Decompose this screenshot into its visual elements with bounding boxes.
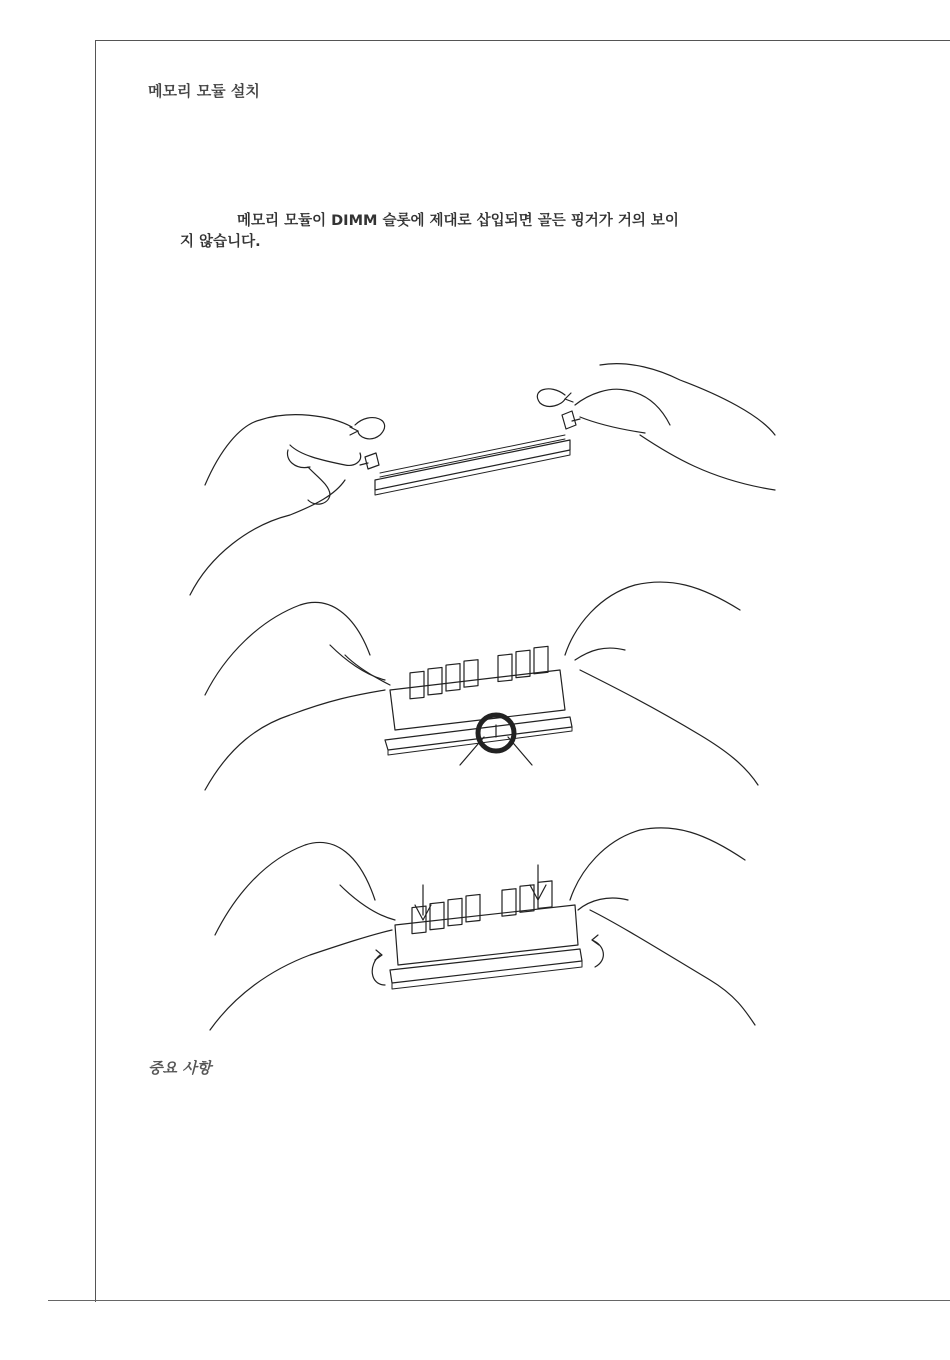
align-dimm-notch-illustration <box>205 582 758 790</box>
note-line-1: 메모리 모듈이 DIMM 슬롯에 제대로 삽입되면 골든 핑거가 거의 보이 <box>237 213 679 229</box>
important-notes-title: 중요 사항 <box>148 1059 212 1077</box>
frame-left-rule <box>95 40 96 1302</box>
frame-top-rule <box>95 40 950 41</box>
section-title: 메모리 모듈 설치 <box>148 82 260 100</box>
note-paragraph <box>180 211 840 253</box>
open-dimm-clips-illustration <box>190 364 775 595</box>
press-dimm-into-slot-illustration <box>210 828 755 1030</box>
note-line-2: 지 않습니다. <box>180 234 261 250</box>
frame-bottom-rule <box>48 1300 950 1301</box>
dimm-installation-illustration <box>180 355 790 1045</box>
